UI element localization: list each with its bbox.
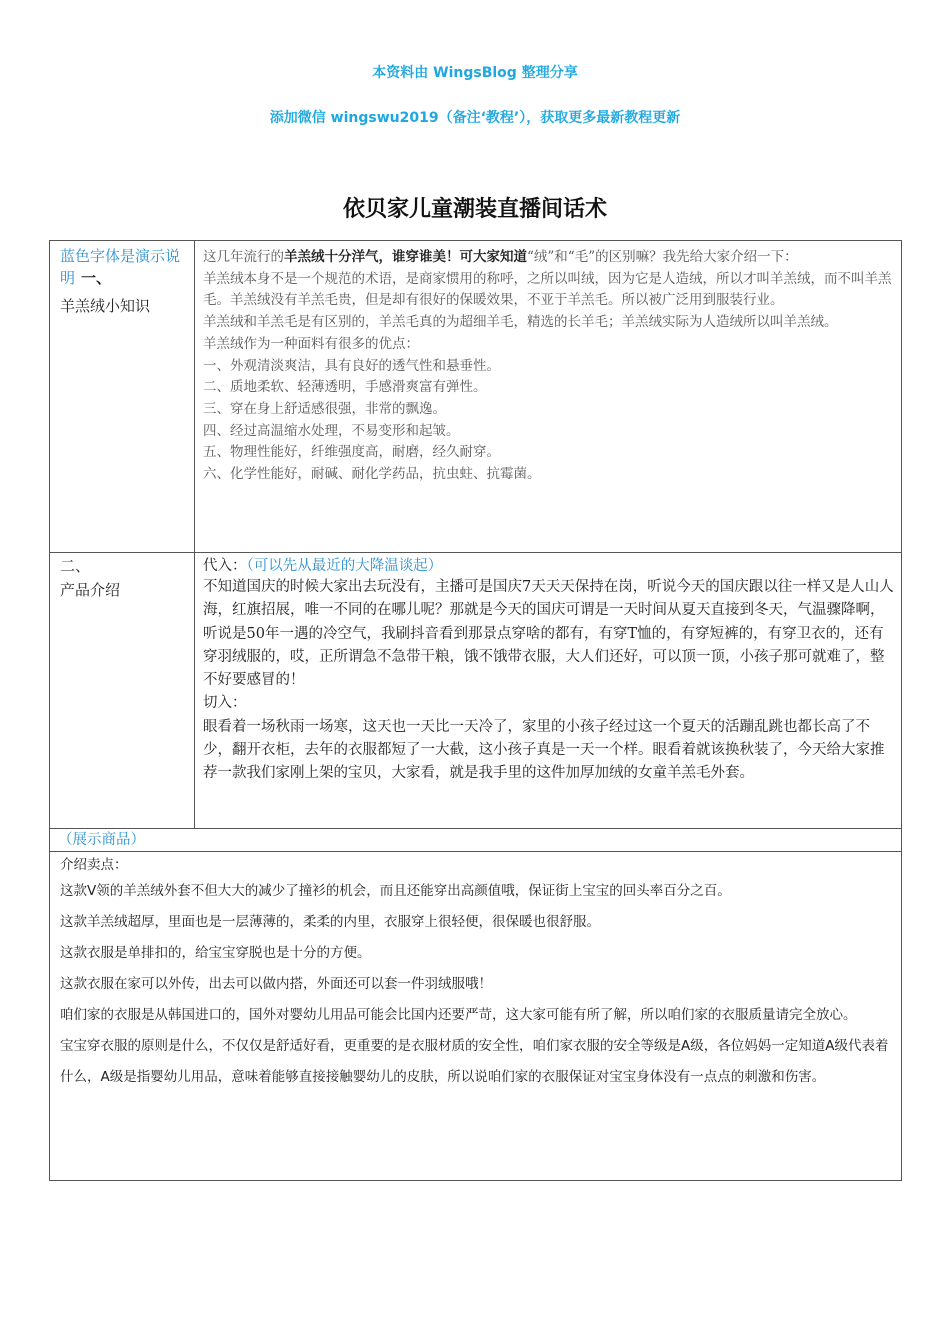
section1-content-cell (194, 240, 902, 553)
section1-heading: 羊羔绒小知识 (60, 297, 151, 315)
section2-content-cell (194, 552, 902, 829)
section1-number: 一、 (81, 269, 112, 287)
section2-heading: 产品介绍 (60, 581, 121, 599)
selling-point: 宝宝穿衣服的原则是什么，不仅仅是舒适好看，更重要的是衣服材质的安全性，咱们家衣服的安全等级是A级，各位妈妈一定知道A级代表着什么，A级是指婴幼儿用品，意味着能够直接接触婴幼儿的皮肤，所以说咱们家的衣服保证对宝宝身体没有一点点的刺激和伤害。 (60, 1038, 889, 1085)
advantage-item: 三、穿在身上舒适感很强，非常的飘逸。 (203, 400, 446, 417)
section1-intro: 这几年流行的羊羔绒十分洋气，谁穿谁美！可大家知道“绒”和“毛”的区别嘛？我先给大家介绍一下： (203, 249, 798, 265)
section2-label-cell (49, 552, 195, 829)
advantage-item: 四、经过高温缩水处理，不易变形和起皱。 (203, 422, 460, 439)
section1-paragraph: 羊羔绒本身不是一个规范的术语，是商家惯用的称呼，之所以叫绒，因为它是人造绒，所以才叫羊羔绒，而不叫羊羔毛。羊羔绒没有羊羔毛贵，但是却有很好的保暖效果，不亚于羊羔毛。所以被广泛用到服装行业。 (203, 270, 892, 309)
wechat-header-line: 添加微信 wingswu2019（备注‘教程’），获取更多最新教程更新 (269, 110, 681, 126)
demo-note: 蓝色字体是演示说明 (60, 247, 181, 287)
section1-label-cell (49, 240, 195, 553)
selling-points-cell (49, 851, 902, 1181)
section1-paragraph: 羊羔绒和羊羔毛是有区别的，羊羔毛真的为超细羊毛，精选的长羊毛；羊羔绒实际为人造绒所以叫羊羔绒。 (203, 314, 838, 331)
selling-point: 这款V领的羊羔绒外套不但大大的减少了撞衫的机会，而且还能穿出高颜值哦，保证街上宝宝的回头率百分之百。 (60, 883, 731, 899)
daoru-note: （可以先从最近的大降温谈起） (246, 558, 443, 574)
share-header-line: 本资料由 WingsBlog 整理分享 (372, 65, 578, 81)
qieru-label: 切入： (203, 695, 247, 712)
advantage-item: 二、质地柔软、轻薄透明，手感滑爽富有弹性。 (203, 379, 487, 396)
selling-point: 这款衣服是单排扣的，给宝宝穿脱也是十分的方便。 (60, 945, 371, 961)
document-title: 依贝家儿童潮装直播间话术 (342, 196, 607, 222)
selling-point: 咱们家的衣服是从韩国进口的，国外对婴幼儿用品可能会比国内还要严苛，这大家可能有所了解，所以咱们家的衣服质量请完全放心。 (60, 1007, 857, 1023)
selling-points-label: 介绍卖点： (60, 857, 128, 873)
selling-point: 这款羊羔绒超厚，里面也是一层薄薄的，柔柔的内里，衣服穿上很轻便，很保暖也很舒服。 (60, 914, 600, 930)
daoru-text: 不知道国庆的时候大家出去玩没有，主播可是国庆7天天天保持在岗，听说今天的国庆跟以往一样又是人山人海，红旗招展，唯一不同的在哪儿呢？那就是今天的国庆可谓是一天时间从夏天直接到冬天，气温骤降啊，听说是50年一遇的冷空气，我刷抖音看到那景点穿啥的都有，有穿T恤的，有穿短裤的，有穿卫衣的，还有穿羽绒服的，哎，正所谓急不急带干粮，饿不饿带衣服，大人们还好，可以顶一顶，小孩子那可就难了，整不好要感冒的！ (203, 579, 894, 689)
section2-number: 二、 (60, 557, 91, 575)
show-product-note: （展示商品） (58, 832, 145, 848)
daoru-label: 代入： (203, 558, 247, 574)
qieru-text: 眼看着一场秋雨一场寒，这天也一天比一天冷了，家里的小孩子经过这一个夏天的活蹦乱跳也都长高了不少，翻开衣柜，去年的衣服都短了一大截，这小孩子真是一天一个样。眼看着就该换秋装了，今天给大家推荐一款我们家刚上架的宝贝，大家看，就是我手里的这件加厚加绒的女童羊羔毛外套。 (203, 718, 885, 782)
advantage-item: 一、外观清淡爽洁，具有良好的透气性和悬垂性。 (203, 357, 500, 374)
advantage-item: 六、化学性能好，耐碱、耐化学药品，抗虫蛀、抗霉菌。 (203, 466, 541, 483)
advantage-item: 五、物理性能好，纤维强度高，耐磨，经久耐穿。 (203, 444, 500, 461)
show-product-row (49, 828, 902, 852)
section1-paragraph: 羊羔绒作为一种面料有很多的优点： (203, 335, 419, 352)
selling-point: 这款衣服在家可以外传，出去可以做内搭，外面还可以套一件羽绒服哦！ (60, 976, 492, 992)
